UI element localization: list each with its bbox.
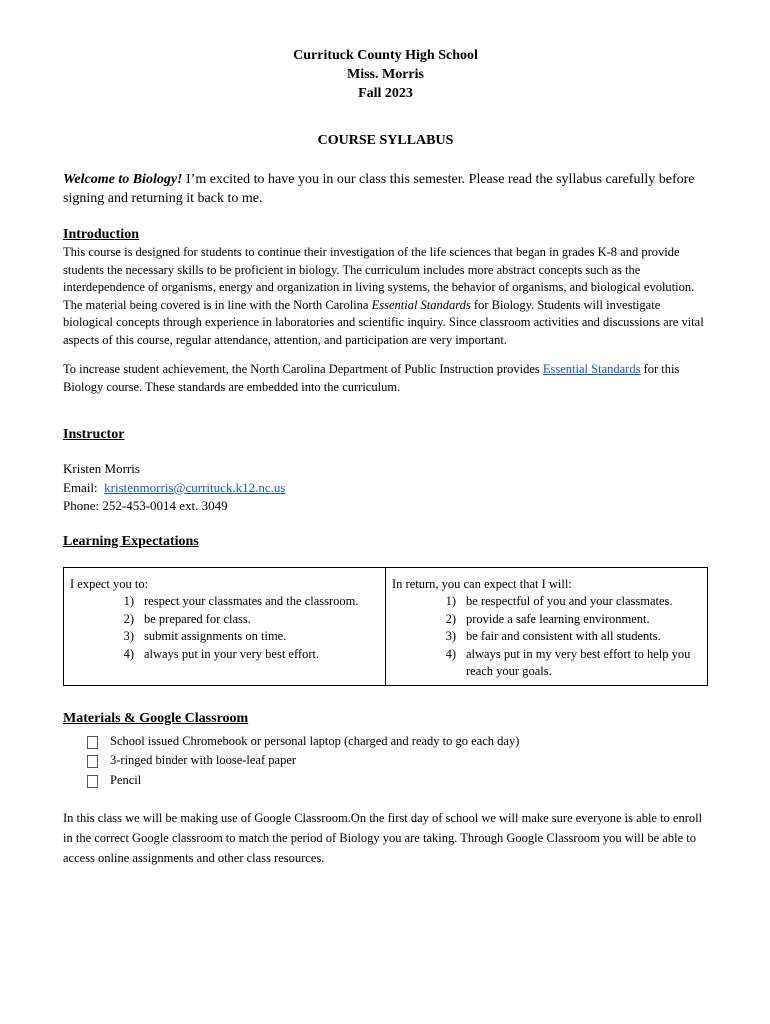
term: Fall 2023 [358, 86, 413, 101]
materials-item [63, 751, 708, 771]
expectation-text: always put in your very best effort. [144, 646, 320, 661]
materials-item-text: Pencil [110, 772, 142, 787]
expectation-number: 4) [123, 646, 134, 661]
student-expectations-cell [64, 568, 385, 685]
introduction-heading: Introduction [63, 227, 139, 242]
expectation-text: be respectful of you and your classmates. [466, 594, 673, 608]
materials-item-text: 3-ringed binder with loose-leaf paper [110, 753, 297, 767]
expectation-item [114, 593, 379, 611]
instructor-email [63, 479, 708, 498]
materials-list [63, 732, 708, 791]
welcome-paragraph [63, 170, 708, 208]
instructor-name: Kristen Morris [63, 461, 140, 476]
introduction-paragraph [63, 244, 708, 349]
expectation-text: be prepared for class. [144, 611, 251, 626]
expectation-text: provide a safe learning environment. [466, 611, 650, 626]
expectation-item [436, 611, 701, 629]
syllabus-page [63, 46, 708, 868]
expectation-text: always put in my very best effort to help you reach your goals. [466, 646, 691, 678]
intro-italic: Essential Standards [371, 297, 471, 312]
teacher-name: Miss. Morris [347, 67, 424, 82]
intro-text-1: This course is designed for students to continue their investigation of the life sciences that began in grades K-8 and provide students the necessary skills to be proficient in biology. The curriculum includes more abstract concepts such as the interdependence of organisms, energy and organization in living systems, the behavior of organisms, and biological evolution. The material being covered is in line with the North Carolina [63, 245, 695, 312]
instructor-phone: Phone: 252-453-0014 ext. 3049 [63, 498, 228, 513]
materials-heading: Materials & Google Classroom [63, 710, 249, 726]
expectation-item [436, 628, 701, 646]
standards-paragraph [63, 361, 708, 396]
welcome-text: I’m excited to have you in our class this semester. Please read the syllabus carefully before signing and returning it back to me. [63, 172, 695, 206]
expectation-number: 4) [445, 646, 456, 661]
expectations-table [63, 567, 708, 686]
checkbox-icon [87, 736, 98, 749]
google-classroom-paragraph: In this class we will be making use of Google Classroom.On the first day of school we will make sure everyone is able to enroll in the correct Google classroom to match the period of Biology you are taking. Through Google Classroom you will be able to access online assignments and other class resources. [63, 811, 703, 865]
teacher-expectations-intro: In return, you can expect that I will: [392, 576, 572, 591]
expectation-number: 3) [445, 629, 456, 643]
materials-item [63, 771, 708, 791]
instructor-heading: Instructor [63, 427, 125, 442]
expectation-number: 3) [123, 629, 134, 643]
expectation-item [114, 611, 379, 629]
student-expectations-intro: I expect you to: [70, 576, 149, 591]
school-name: Currituck County High School [293, 48, 478, 63]
instructor-block [63, 460, 708, 516]
expectation-item [114, 646, 379, 664]
standards-text-1: To increase student achievement, the North Carolina Department of Public Instruction provides [63, 362, 543, 376]
expectation-number: 2) [445, 611, 456, 626]
expectation-item [114, 628, 379, 646]
learning-expectations-heading: Learning Expectations [63, 533, 199, 549]
expectation-item [436, 593, 701, 611]
essential-standards-link[interactable]: Essential Standards [542, 362, 641, 376]
expectation-item [436, 646, 701, 681]
materials-item [63, 732, 708, 752]
welcome-bold: Welcome to Biology! [63, 172, 183, 187]
materials-item-text: School issued Chromebook or personal laptop (charged and ready to go each day) [110, 733, 520, 748]
expectation-text: be fair and consistent with all students. [466, 629, 661, 643]
email-label: Email: [63, 479, 105, 495]
checkbox-icon [87, 755, 98, 768]
checkbox-icon [87, 775, 98, 788]
intro-text-2: for Biology. Students will investigate biological concepts through experience in laboratories and scientific inquiry. Since classroom activities and discussions are vital aspects of this course, regular attendance, attention, and participation are very important. [63, 297, 704, 347]
expectation-number: 2) [123, 611, 134, 626]
standards-text-2: for this Biology course. These standards are embedded into the curriculum. [63, 362, 680, 394]
teacher-expectations-list [392, 593, 701, 681]
page-title: COURSE SYLLABUS [317, 133, 454, 148]
expectation-number: 1) [123, 594, 134, 608]
expectation-text: respect your classmates and the classroom. [144, 594, 359, 608]
student-expectations-list [70, 593, 379, 663]
email-link[interactable]: kristenmorris@currituck.k12.nc.us [104, 479, 286, 495]
expectation-number: 1) [445, 594, 456, 608]
teacher-expectations-cell [385, 568, 707, 685]
expectation-text: submit assignments on time. [144, 629, 287, 643]
